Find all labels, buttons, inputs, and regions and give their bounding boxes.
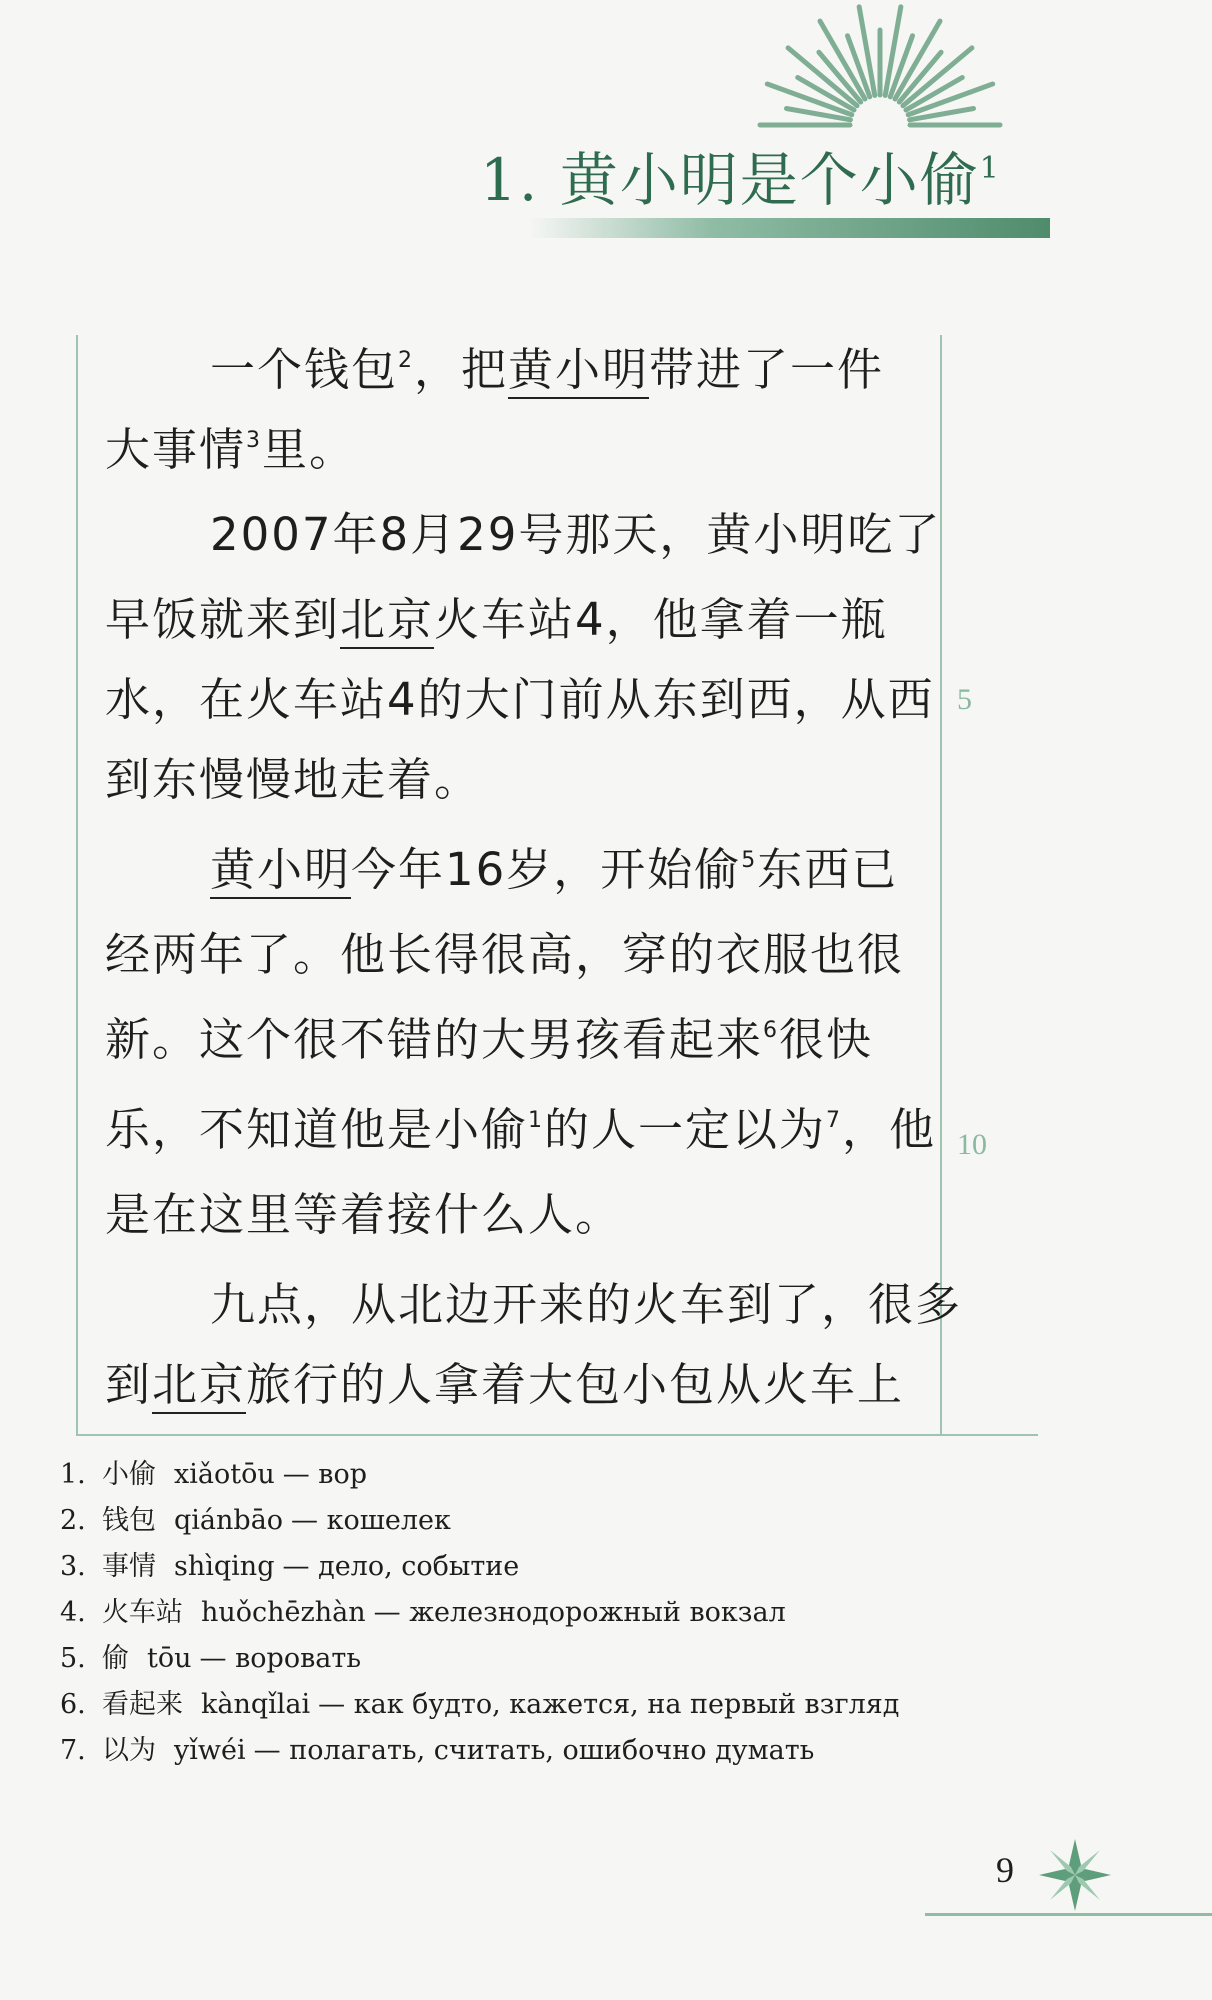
chapter-title-footnote-marker: 1 <box>979 151 1001 186</box>
text-line: 新。这个很不错的大男孩看起来$^6$很快 <box>105 1013 874 1066</box>
text-line: 水，在火车站4的大门前从东到西，从西 <box>105 673 935 726</box>
text-line: 早饭就来到北京火车站4，他拿着一瓶 <box>105 590 888 650</box>
text-line: 是在这里等着接什么人。 <box>105 1188 623 1241</box>
text-line: 经两年了。他长得很高，穿的衣服也很 <box>105 928 905 981</box>
text-line: 到东慢慢地走着。 <box>105 753 482 806</box>
text-line: 2007年8月29号那天，黄小明吃了 <box>210 508 942 561</box>
text-frame-bottom-border <box>76 1434 1038 1436</box>
line-number-5: 5 <box>957 683 972 716</box>
underlined-name: 北京 <box>340 593 434 649</box>
text-line: 九点，从北边开来的火车到了，很多 <box>210 1278 963 1331</box>
footnote-marker: 2 <box>398 348 415 373</box>
text-line: 到北京旅行的人拿着大包小包从火车上 <box>105 1355 904 1415</box>
footnote-marker: 6 <box>763 1018 780 1043</box>
title-underline-bar <box>530 218 1050 238</box>
text-line: 大事情$^3$里。 <box>105 423 357 476</box>
footnote-marker: 5 <box>741 848 758 873</box>
footnote-item: 5. 偷 tōu — воровать <box>60 1643 362 1674</box>
footnote-item: 6. 看起来 kànqǐlai — как будто, кажется, на первый взгляд <box>60 1689 900 1720</box>
line-number-10: 10 <box>957 1128 987 1161</box>
footnote-marker: 7 <box>826 1108 843 1133</box>
footnote-marker: 3 <box>246 428 263 453</box>
text-line: 一个钱包$^2$，把黄小明带进了一件 <box>105 340 884 400</box>
sunburst-ornament <box>730 0 1050 140</box>
footnote-item: 2. 钱包 qiánbāo — кошелек <box>60 1505 451 1536</box>
footnote-item: 4. 火车站 huǒchēzhàn — железнодорожный вокзал <box>60 1597 786 1628</box>
chapter-title: 1. 黄小明是个小偷$^1$ <box>480 146 1001 214</box>
underlined-name: 黄小明 <box>210 843 351 899</box>
underlined-name: 北京 <box>152 1358 246 1414</box>
star-ornament-icon <box>1035 1835 1115 1915</box>
footnote-item: 3. 事情 shìqing — дело, событие <box>60 1551 520 1582</box>
underlined-name: 黄小明 <box>508 343 649 399</box>
text-line: 乐，不知道他是小偷$^1$的人一定以为$^7$，他 <box>105 1103 937 1156</box>
page-number: 9 <box>996 1850 1014 1890</box>
footnote-item: 1. 小偷 xiǎotōu — вор <box>60 1459 368 1490</box>
footnote-item: 7. 以为 yǐwéi — полагать, считать, ошибочно думать <box>60 1735 815 1766</box>
text-frame-left-border <box>76 335 78 1435</box>
text-frame-right-border <box>940 335 942 1435</box>
footer-rule <box>925 1913 1212 1916</box>
footnote-marker: 1 <box>528 1108 545 1133</box>
text-line: 黄小明今年16岁，开始偷$^5$东西已 <box>105 840 898 900</box>
